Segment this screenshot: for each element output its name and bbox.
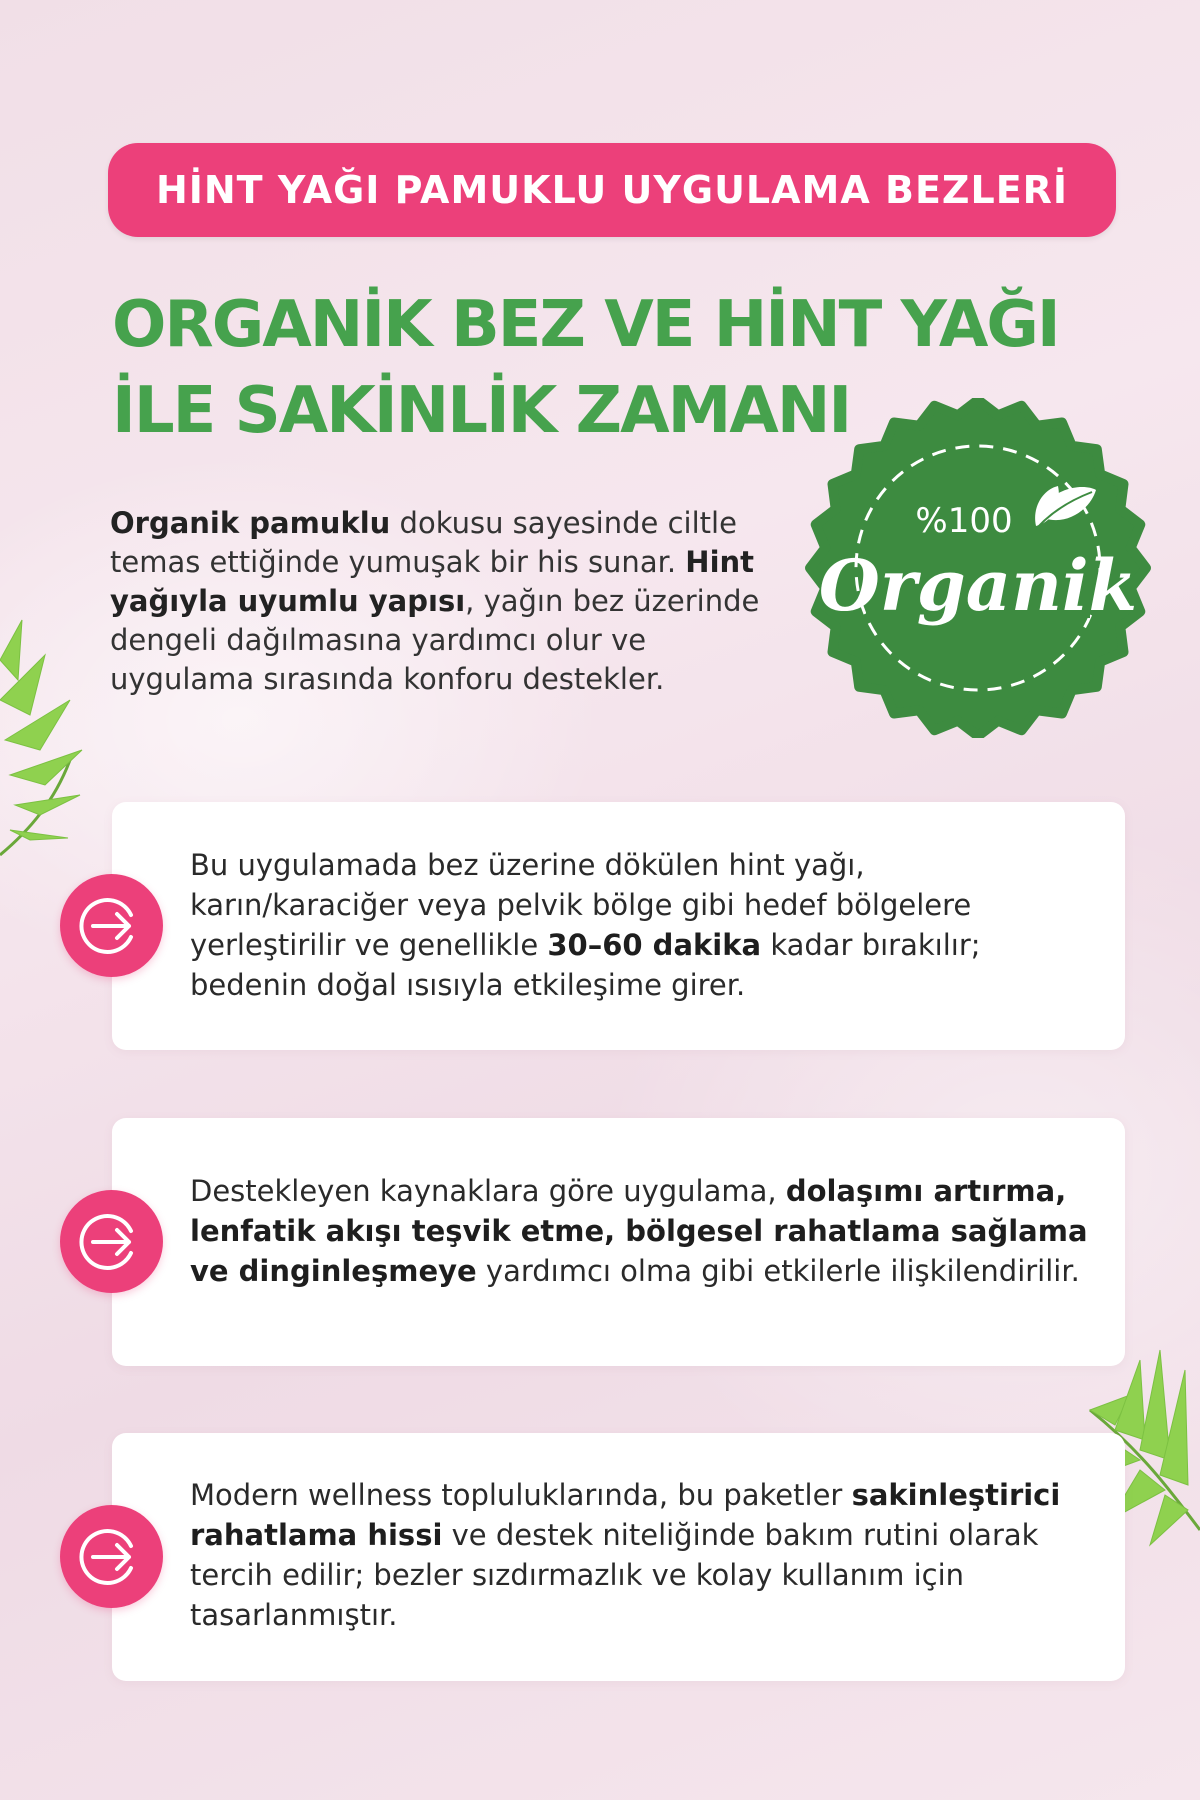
card-3-text [190, 1475, 1090, 1635]
intro-paragraph [110, 504, 790, 699]
arrow-right-circle-icon [60, 1505, 163, 1608]
card-1-bold: 30–60 dakika [547, 928, 762, 962]
badge-word: Organik [818, 544, 1138, 627]
intro-bold-2: Hint yağıyla uyumlu yapısı [110, 545, 755, 618]
card-1-text-b: kadar bırakılır; bedenin doğal ısısıyla etkileşime girer. [190, 928, 981, 1002]
intro-bold-1: Organik pamuklu [110, 506, 391, 540]
intro-text-2: , yağın bez üzerinde dengeli dağılmasına yardımcı olur ve uygulama sırasında konforu destekler. [110, 584, 760, 696]
badge-percent: %100 [915, 501, 1013, 541]
arrow-right-circle-icon [60, 1190, 163, 1293]
card-2-bold: dolaşımı artırma, lenfatik akışı teşvik etme, bölgesel rahatlama sağlama ve dinginleşmeye [190, 1174, 1088, 1288]
card-3-bold: sakinleştirici rahatlama hissi [190, 1478, 1061, 1552]
arrow-right-circle-icon [60, 874, 163, 977]
banner-title: HİNT YAĞI PAMUKLU UYGULAMA BEZLERİ [155, 168, 1069, 212]
title-banner [108, 143, 1116, 237]
organic-seal-badge [796, 398, 1158, 738]
card-2-text-a: Destekleyen kaynaklara göre uygulama, [190, 1174, 786, 1208]
palm-leaf-icon [0, 600, 90, 870]
card-1-text-a: Bu uygulamada bez üzerine dökülen hint yağı, karın/karaciğer veya pelvik bölge gibi hedef bölgelere yerleştirilir ve genellikle [190, 848, 972, 962]
card-2-text [190, 1171, 1090, 1291]
headline-line-1: ORGANİK BEZ VE HİNT YAĞI [112, 288, 1059, 362]
card-3-text-b: ve destek niteliğinde bakım rutini olarak tercih edilir; bezler sızdırmazlık ve kolay kullanım için tasarlanmıştır. [190, 1518, 1039, 1632]
card-2-text-b: yardımcı olma gibi etkilerle ilişkilendirilir. [476, 1254, 1080, 1288]
card-3-text-a: Modern wellness topluluklarında, bu paketler [190, 1478, 852, 1512]
card-1-text [190, 845, 1090, 1005]
intro-text-1: dokusu sayesinde ciltle temas ettiğinde yumuşak bir his sunar. [110, 506, 737, 579]
headline-line-2: İLE SAKİNLİK ZAMANI [112, 374, 851, 448]
